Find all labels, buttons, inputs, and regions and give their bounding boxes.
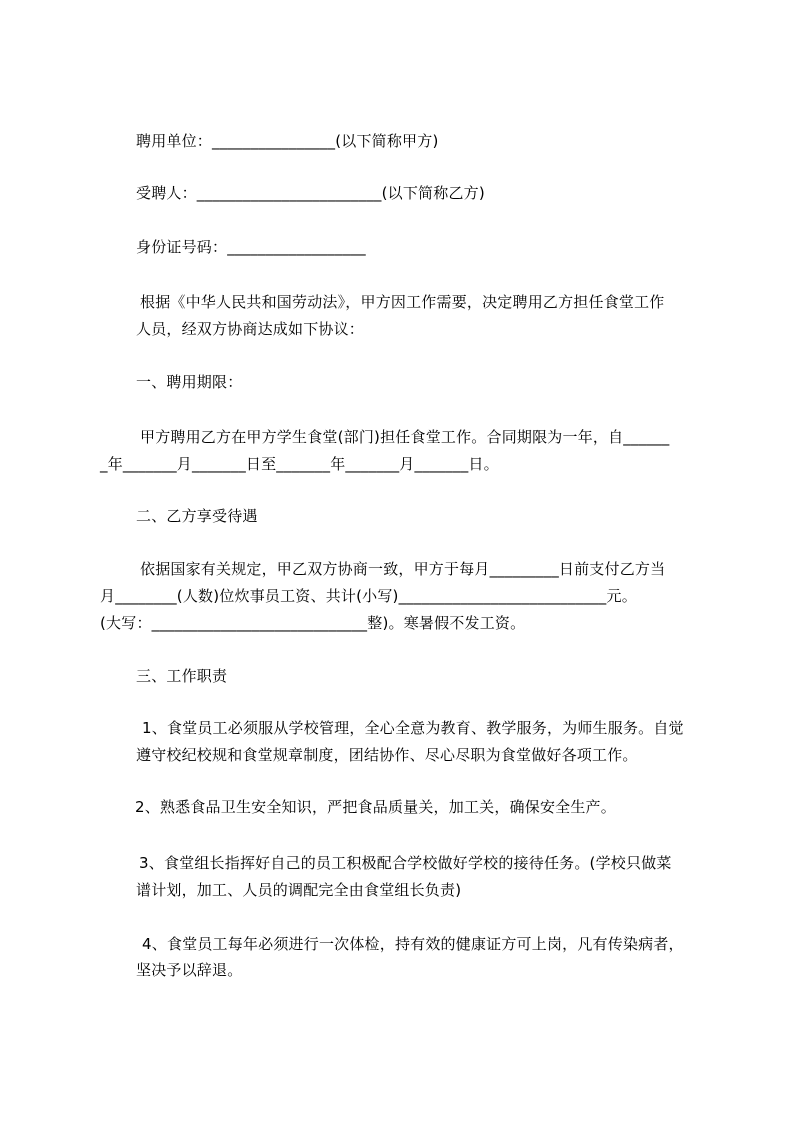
section-3-heading: 三、工作职责 <box>136 667 228 685</box>
intro-line-2: 人员，经双方协商达成如下协议： <box>136 320 365 338</box>
section-1-line-1: 甲方聘用乙方在甲方学生食堂(部门)担任食堂工作。合同期限为一年，自______ <box>140 428 670 446</box>
duty-1-line-1: 1、食堂员工必须服从学校管理，全心全意为教育、教学服务，为师生服务。自觉 <box>142 719 684 737</box>
section-1-heading: 一、聘用期限： <box>136 373 243 391</box>
section-2-line-3: (大写：____________________________整)。寒暑假不发工资。 <box>100 614 526 632</box>
duty-4-line-1: 4、食堂员工每年必须进行一次体检，持有效的健康证方可上岗，凡有传染病者， <box>142 935 684 953</box>
duty-3-line-1: 3、食堂组长指挥好自己的员工积极配合学校做好学校的接待任务。(学校只做菜 <box>139 854 672 872</box>
section-2-line-1: 依据国家有关规定，甲乙双方协商一致，甲方于每月_________日前支付乙方当 <box>140 560 666 578</box>
employee-field: 受聘人：________________________(以下简称乙方) <box>136 184 485 202</box>
duty-2-line-1: 2、熟悉食品卫生安全知识，严把食品质量关，加工关，确保安全生产。 <box>135 798 616 816</box>
id-number-field: 身份证号码：__________________ <box>136 238 366 256</box>
section-2-heading: 二、乙方享受待遇 <box>136 507 258 525</box>
duty-4-line-2: 坚决予以辞退。 <box>136 961 243 979</box>
duty-1-line-2: 遵守校纪校规和食堂规章制度，团结协作、尽心尽职为食堂做好各项工作。 <box>136 746 638 764</box>
intro-line-1: 根据《中华人民共和国劳动法》，甲方因工作需要，决定聘用乙方担任食堂工作 <box>140 293 665 311</box>
employer-field: 聘用单位：________________(以下简称甲方) <box>136 132 439 150</box>
duty-3-line-2: 谱计划，加工、人员的调配完全由食堂组长负责) <box>136 881 462 899</box>
section-2-line-2: 月________(人数)位炊事员工资、共计(小写)___________________________元。 <box>100 587 637 605</box>
section-1-line-2: _年_______月_______日至_______年_______月_______日。 <box>100 455 499 473</box>
